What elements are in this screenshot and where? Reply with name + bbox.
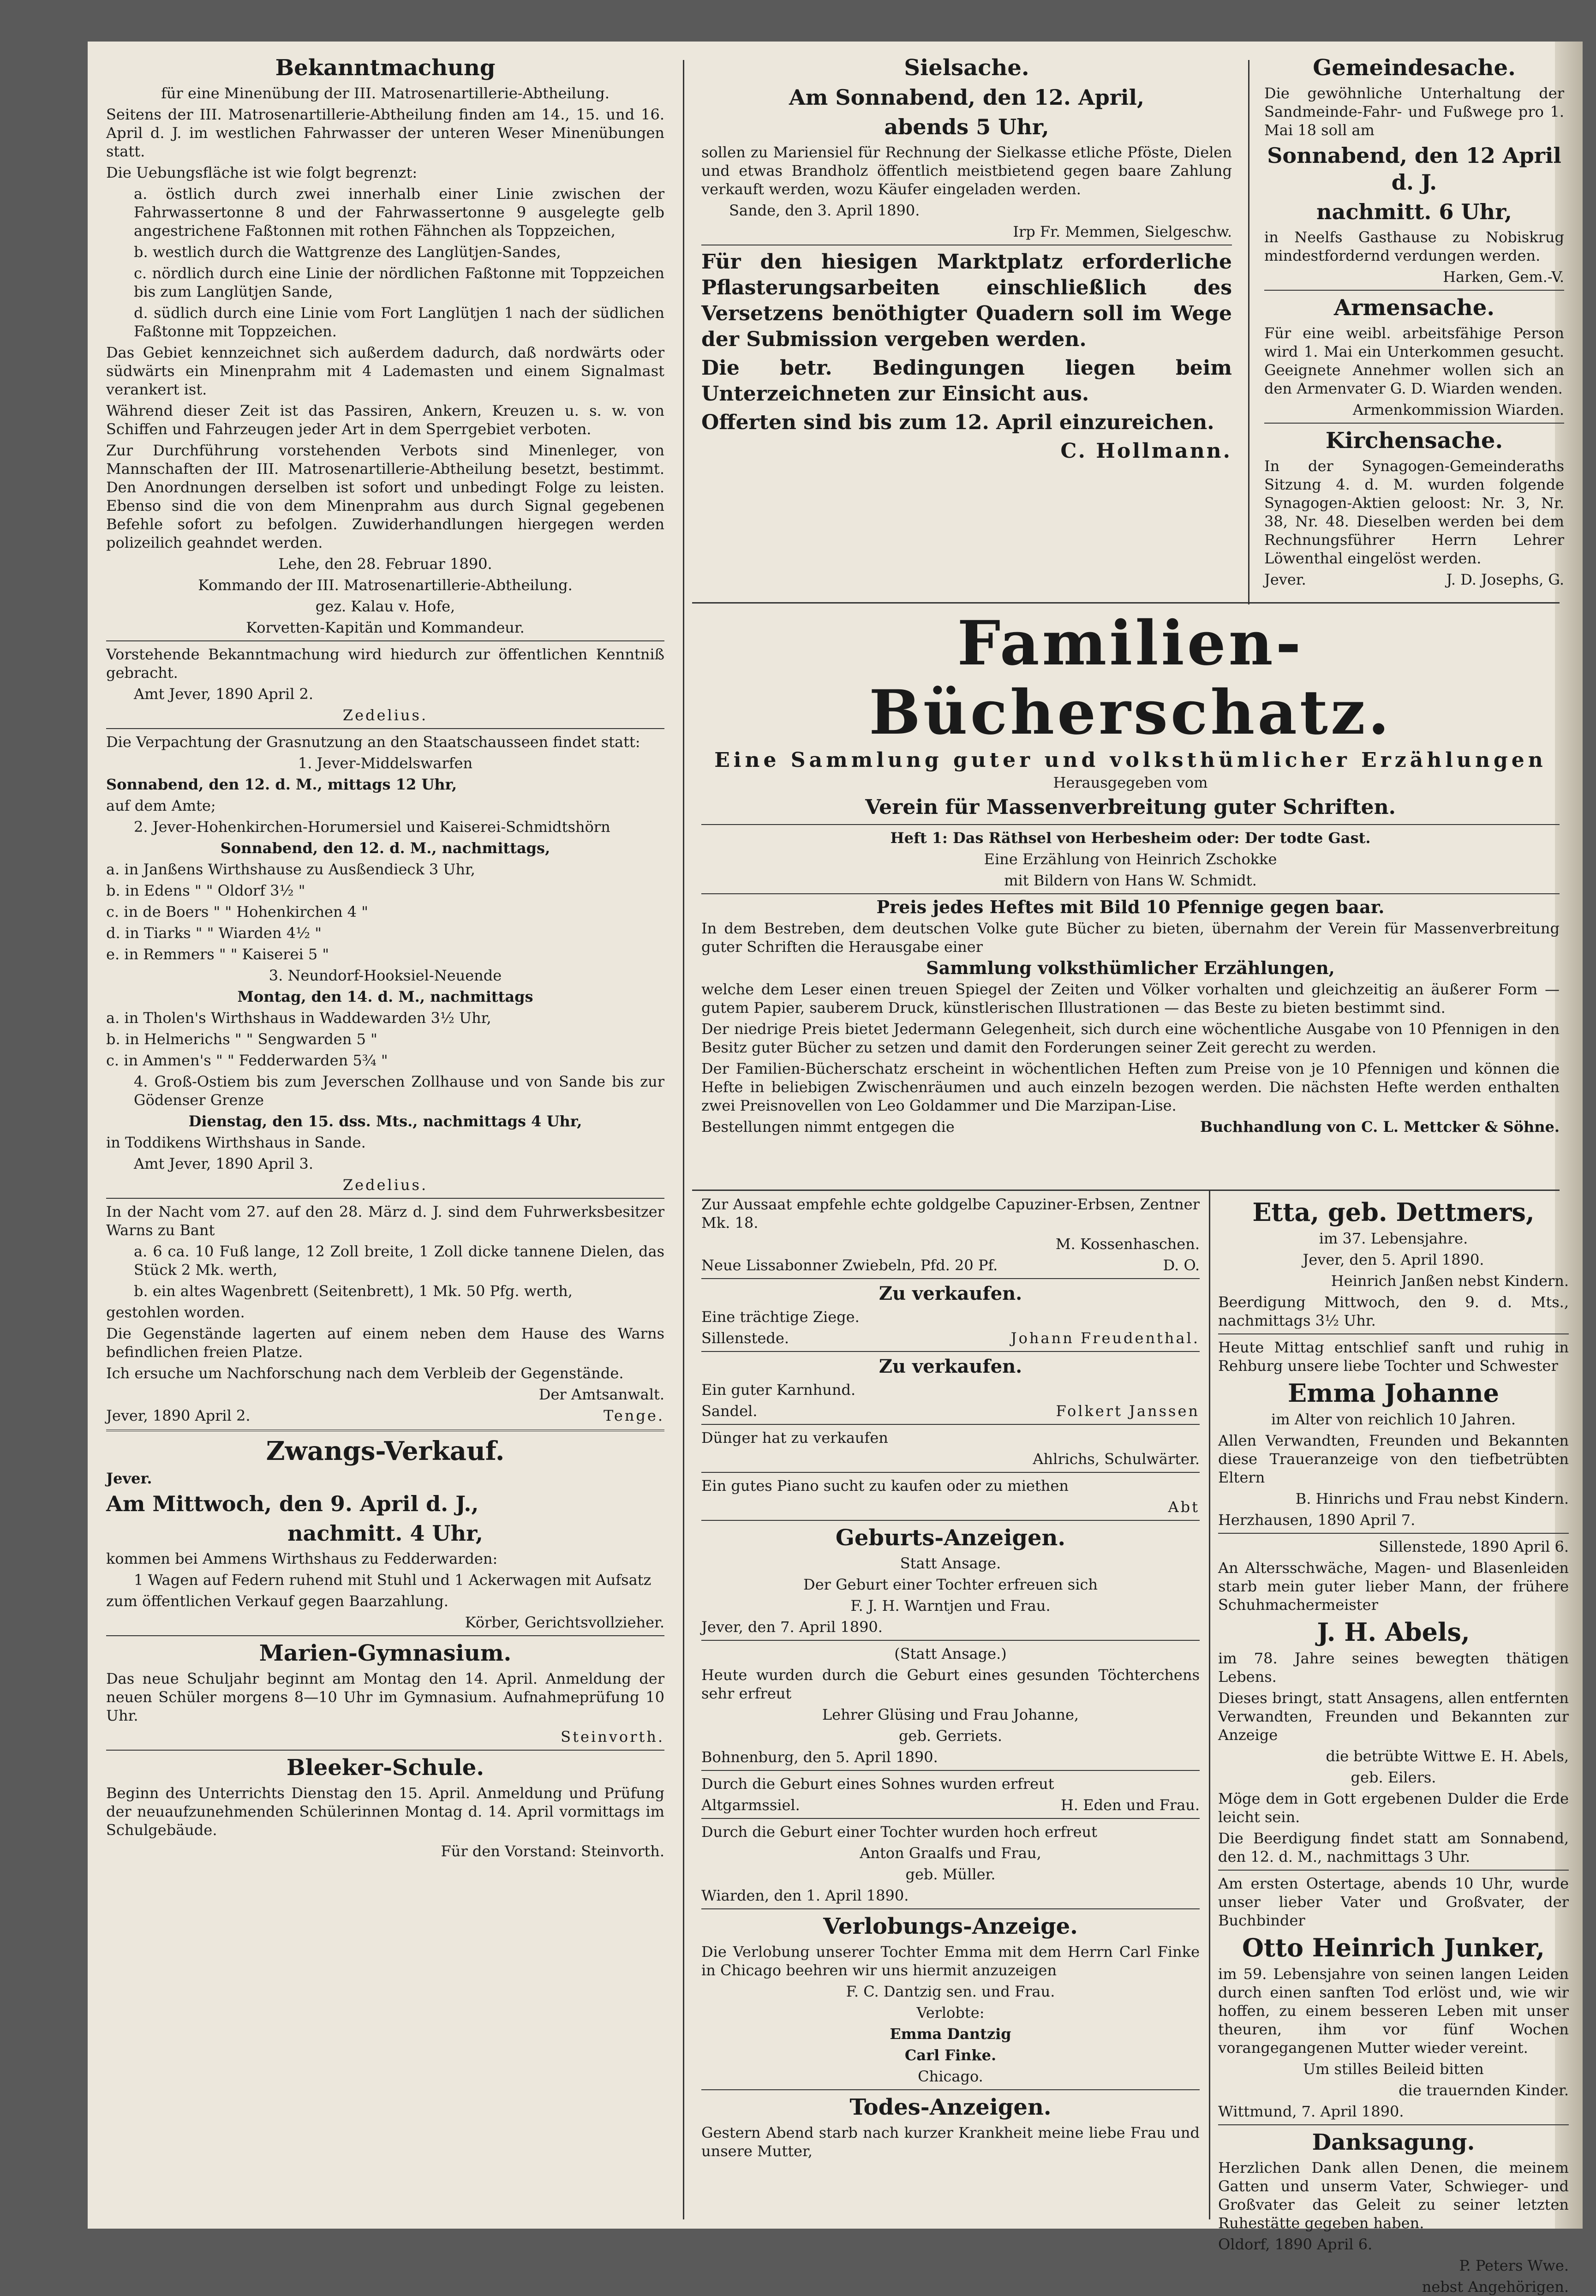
divider <box>1218 1533 1569 1534</box>
advert-text: welche dem Leser einen treuen Spiegel der Zeiten und Völker vorhalten und gleichzeitig an äußerer Form — gutem Papier, sauberem Druck, künstlerischen Illustrationen — das Beste zu bieten bestimmt sind. <box>701 981 1560 1016</box>
announcement-item: c. nördlich durch eine Linie der nördlichen Faßtonne mit Toppzeichen bis zum Langlütjen Sande, <box>134 264 664 300</box>
column-rule <box>1209 1190 1210 2219</box>
thanks-text: Herzlichen Dank allen Denen, die meinem Gatten und unserm Vater, Schwieger- und Großvater das Geleit zu seiner letzten Ruhestätte gegeben haben. <box>1218 2159 1569 2232</box>
grass-lease-item: b. in Helmerichs " " Sengwarden 5 " <box>106 1030 377 1048</box>
divider <box>106 1198 664 1199</box>
advert-footer <box>701 1118 1560 1136</box>
divider <box>701 1908 1200 1909</box>
announcement-text: Das Gebiet kennzeichnet sich außerdem dadurch, daß nordwärts oder südwärts ein Minenprahm mit 4 Lademasten und einem Signalmast verankert ist. <box>106 344 664 398</box>
manure-signature: Ahlrichs, Schulwärter. <box>1033 1450 1200 1468</box>
announcement-date: Amt Jever, 1890 April 2. <box>134 685 314 703</box>
section-rule <box>692 1190 1560 1191</box>
divider <box>1218 2124 1569 2125</box>
advert-issue-author: Eine Erzählung von Heinrich Zschokke <box>984 850 1277 868</box>
for-sale-text: Eine trächtige Ziege. <box>701 1308 860 1326</box>
obituary-text: Heute Mittag entschlief sanft und ruhig in Rehburg unsere liebe Tochter und Schwester <box>1218 1339 1569 1375</box>
manure-text: Dünger hat zu verkaufen <box>701 1429 888 1447</box>
birth-notice-label: (Statt Ansage.) <box>894 1645 1007 1662</box>
engagement-label: Verlobte: <box>916 2004 985 2021</box>
market-text: Die betr. Bedingungen liegen beim Unterzeichneten zur Einsicht aus. <box>701 356 1232 406</box>
theft-text: Ich ersuche um Nachforschung nach dem Verbleib der Gegenstände. <box>106 1364 624 1382</box>
community-time: nachmitt. 6 Uhr, <box>1316 199 1512 224</box>
birth-notice-location: Altgarmssiel. <box>701 1796 800 1814</box>
advert-price: Preis jedes Heftes mit Bild 10 Pfennige gegen baar. <box>876 897 1385 917</box>
advert-collection: Sammlung volksthümlicher Erzählungen, <box>926 957 1335 978</box>
divider <box>106 640 664 641</box>
advert-text: Der Familien-Bücherschatz erscheint in wöchentlichen Heften zum Preise von je 10 Pfennigen und können die Hefte in beliebigen Zwischenräumen und auch einzeln bezogen werden. Die nächsten Hefte werden enthalten zwei Preisnovellen von Leo Goldammer und Die Marzipan-Lise. <box>701 1060 1560 1114</box>
column-middle-top <box>701 51 1232 581</box>
obituary-text: Dieses bringt, statt Ansagens, allen entfernten Verwandten, Freunden und Bekannten zur Anzeige <box>1218 1689 1569 1744</box>
announcement-signature: Kommando der III. Matrosenartillerie-Abtheilung. <box>198 576 573 594</box>
poor-relief-signature: Armenkommission Wiarden. <box>1352 401 1564 419</box>
engagement-signature: F. C. Dantzig sen. und Frau. <box>846 1983 1055 2000</box>
divider <box>1218 1333 1569 1334</box>
church-title: Kirchensache. <box>1325 428 1503 454</box>
for-sale-title: Zu verkaufen. <box>879 1356 1022 1377</box>
advert-text: Der niedrige Preis bietet Jedermann Gelegenheit, sich durch eine wöchentliche Ausgabe von 10 Pfennigen in den Besitz guter Bücher zu setzen und damit den Forderungen seiner Zeit gerecht zu werden. <box>701 1020 1560 1056</box>
announcement-date: Lehe, den 28. Februar 1890. <box>278 555 492 573</box>
column-right-bottom <box>1218 1195 1569 2296</box>
obituary-date: Sillenstede, 1890 April 6. <box>1379 1538 1569 1555</box>
theft-item: b. ein altes Wagenbrett (Seitenbrett), 1 Mk. 50 Pfg. werth, <box>134 1282 573 1300</box>
gymnasium-title: Marien-Gymnasium. <box>259 1640 512 1666</box>
announcement-item: d. südlich durch eine Linie vom Fort Langlütjen 1 nach der südlichen Faßtonne mit Toppzeichen. <box>134 304 664 340</box>
siel-time: abends 5 Uhr, <box>884 114 1049 139</box>
announcement-signature: Korvetten-Kapitän und Kommandeur. <box>246 619 525 636</box>
grass-lease-item: e. in Remmers " " Kaiserei 5 " <box>106 945 329 963</box>
obituary-text: im 78. Jahre seines bewegten thätigen Lebens. <box>1218 1650 1569 1686</box>
piano-signature: Abt <box>1168 1498 1200 1516</box>
announcement-item: b. westlich durch die Wattgrenze des Langlütjen-Sandes, <box>134 243 561 261</box>
divider <box>106 1429 664 1431</box>
divider <box>106 1750 664 1751</box>
divider <box>701 1770 1200 1771</box>
grass-lease-item: a. in Janßens Wirthshause zu Ausßendieck 3 Uhr, <box>106 861 475 878</box>
column-rule <box>683 60 684 2219</box>
column-middle-bottom <box>701 1195 1200 2219</box>
forced-sale-title: Zwangs-Verkauf. <box>266 1436 505 1466</box>
announcement-title: Bekanntmachung <box>275 55 496 81</box>
theft-signature: Der Amtsanwalt. <box>538 1386 664 1403</box>
newspaper-page <box>88 42 1583 2296</box>
grass-lease-item: 4. Groß-Ostiem bis zum Jeverschen Zollhause und von Sande bis zur Gödenser Grenze <box>134 1073 664 1109</box>
announcement-text: Seitens der III. Matrosenartillerie-Abtheilung finden am 14., 15. und 16. April d. J. im westlichen Fahrwasser der unteren Weser Minenübungen statt. <box>106 106 664 160</box>
advert-text: In dem Bestreben, dem deutschen Volke gute Bücher zu bieten, übernahm der Verein für Massenverbreitung guter Schriften die Herausgabe einer <box>701 920 1560 956</box>
obituary-signature: die trauernden Kinder. <box>1399 2081 1569 2099</box>
announcement-signature: Zedelius. <box>342 706 428 724</box>
grass-lease-item: a. in Tholen's Wirthshaus in Waddewarden 3½ Uhr, <box>106 1009 491 1027</box>
announcement-text: Zur Durchführung vorstehenden Verbots sind Minenleger, von Mannschaften der III. Matrosenartillerie-Abtheilung besetzt, bestimmt. Den Anordnungen derselben ist sofort und unbedingt Folge zu leisten. Ebenso sind die von dem Minenprahm aus durch Signal gegebenen Befehle sofort zu befolgen. Zuwiderhandlungen hiergegen werden polizeilich geahndet werden. <box>106 442 664 551</box>
obituary-signature: Heinrich Janßen nebst Kindern. <box>1331 1272 1569 1290</box>
church-text: In der Synagogen-Gemeinderaths Sitzung 4. d. M. wurden folgende Synagogen-Aktien geloost: Nr. 3, Nr. 38, Nr. 48. Dieselben werden bei dem Rechnungsführer Herrn Lehrer Löwenthal eingelöst werden. <box>1264 457 1564 567</box>
divider <box>701 1818 1200 1819</box>
divider <box>701 2089 1200 2090</box>
obituary-text: im 37. Lebensjahre. <box>1319 1230 1468 1247</box>
column-right-top <box>1264 51 1564 618</box>
siel-title: Sielsache. <box>904 55 1029 81</box>
birth-notices-title: Geburts-Anzeigen. <box>835 1525 1066 1551</box>
for-sale-footer <box>701 1402 1200 1420</box>
for-sale-signature: Johann Freudenthal. <box>1010 1329 1200 1347</box>
obituary-text: im 59. Lebensjahre von seinen langen Leiden durch einen sanften Tod erlöst und, wie wir hoffen, zu einem besseren Leben mit unser theuren, ihm vor fünf Wochen vorangegangenen Mutter wieder vereint. <box>1218 1965 1569 2057</box>
obituary-date: Jever, den 5. April 1890. <box>1303 1251 1484 1268</box>
obituary-text: Möge dem in Gott ergebenen Dulder die Erde leicht sein. <box>1218 1790 1569 1826</box>
announcement-signature: gez. Kalau v. Hofe, <box>315 598 455 615</box>
siel-time: Am Sonnabend, den 12. April, <box>789 85 1145 110</box>
birth-notice-signature: Lehrer Glüsing und Frau Johanne, <box>822 1706 1079 1723</box>
forced-sale-signature: Körber, Gerichtsvollzieher. <box>465 1614 664 1631</box>
grass-lease-item: b. in Edens " " Oldorf 3½ " <box>106 882 305 899</box>
thanks-title: Danksagung. <box>1312 2129 1475 2155</box>
gymnasium-text: Das neue Schuljahr beginnt am Montag den 14. April. Anmeldung der neuen Schüler morgens 8—10 Uhr im Gymnasium. Aufnahmeprüfung 10 Uhr. <box>106 1670 664 1724</box>
thanks-signature: P. Peters Wwe. <box>1459 2257 1569 2274</box>
engagement-location: Chicago. <box>918 2068 983 2085</box>
church-footer <box>1264 570 1564 589</box>
siel-date: Sande, den 3. April 1890. <box>729 202 920 219</box>
birth-notice-text: Der Geburt einer Tochter erfreuen sich <box>803 1576 1098 1593</box>
for-sale-location: Sandel. <box>701 1402 758 1420</box>
birth-notice-signature: Anton Graalfs und Frau, <box>860 1844 1041 1862</box>
birth-notice-text: Heute wurden durch die Geburt eines gesunden Töchterchens sehr erfreut <box>701 1666 1200 1702</box>
birth-notice-date: Jever, den 7. April 1890. <box>701 1618 883 1636</box>
advert-issue: Heft 1: Das Räthsel von Herbesheim oder: Der todte Gast. <box>890 829 1371 847</box>
divider <box>701 1640 1200 1641</box>
thanks-date: Oldorf, 1890 April 6. <box>1218 2236 1373 2253</box>
peas-text: Zur Aussaat empfehle echte goldgelbe Capuziner-Erbsen, Zentner Mk. 18. <box>701 1196 1200 1232</box>
divider <box>701 1351 1200 1352</box>
birth-notice-signature: geb. Müller. <box>905 1866 996 1883</box>
divider <box>106 1635 664 1636</box>
onions-signature: D. O. <box>1163 1256 1200 1274</box>
obituary-name: Emma Johanne <box>1288 1378 1499 1408</box>
community-text: Die gewöhnliche Unterhaltung der Sandmeinde-Fahr- und Fußwege pro 1. Mai 18 soll am <box>1264 84 1564 139</box>
school-title: Bleeker-Schule. <box>286 1755 484 1781</box>
divider <box>701 1520 1200 1521</box>
obituary-text: An Altersschwäche, Magen- und Blasenleiden starb mein guter lieber Mann, der frühere Schuhmachermeister <box>1218 1559 1569 1614</box>
birth-notice-text: Durch die Geburt eines Sohnes wurden erfreut <box>701 1775 1054 1793</box>
engagement-text: Die Verlobung unserer Tochter Emma mit dem Herrn Carl Finke in Chicago beehren wir uns hiermit anzuzeigen <box>701 1943 1200 1979</box>
obituary-text: Am ersten Ostertage, abends 10 Uhr, wurde unser lieber Vater und Großvater, der Buchbinder <box>1218 1875 1569 1929</box>
advert-order-text: Bestellungen nimmt entgegen die <box>701 1118 955 1136</box>
grass-lease-item: c. in de Boers " " Hohenkirchen 4 " <box>106 903 369 921</box>
advert-subtitle: Eine Sammlung guter und volksthümlicher Erzählungen <box>714 748 1547 772</box>
theft-text: gestohlen worden. <box>106 1303 245 1321</box>
birth-notice-text: Durch die Geburt einer Tochter wurden hoch erfreut <box>701 1823 1097 1841</box>
grass-lease-item: d. in Tiarks " " Wiarden 4½ " <box>106 924 322 942</box>
forced-sale-text: kommen bei Ammens Wirthshaus zu Fedderwarden: <box>106 1550 498 1567</box>
community-text: in Neelfs Gasthause zu Nobiskrug mindestfordernd verdungen werden. <box>1264 228 1564 264</box>
birth-notice-date: Wiarden, den 1. April 1890. <box>701 1887 909 1904</box>
community-time: Sonnabend, den 12 April d. J. <box>1267 143 1561 195</box>
theft-signature: Tenge. <box>604 1407 664 1424</box>
death-notices-title: Todes-Anzeigen. <box>849 2094 1052 2120</box>
obituary-text: Die Beerdigung findet statt am Sonnabend, den 12. d. M., nachmittags 3 Uhr. <box>1218 1830 1569 1866</box>
market-text: Für den hiesigen Marktplatz erforderliche Pflasterungsarbeiten einschließlich des Versetzens benöthigter Quadern soll im Wege der Submission vergeben werden. <box>701 250 1232 351</box>
birth-notice-date: Bohnenburg, den 5. April 1890. <box>701 1748 938 1766</box>
divider <box>701 1424 1200 1425</box>
grass-lease-date: Amt Jever, 1890 April 3. <box>134 1155 314 1172</box>
birth-notice-footer <box>701 1796 1200 1814</box>
birth-notice-signature: geb. Gerriets. <box>899 1727 1002 1745</box>
column-left <box>106 51 664 2219</box>
theft-text: Die Gegenstände lagerten auf einem neben dem Hause des Warns befindlichen freien Platze. <box>106 1325 664 1361</box>
poor-relief-text: Für eine weibl. arbeitsfähige Person wird 1. Mai ein Unterkommen gesucht. Geeignete Annehmer wollen sich an den Armenvater G. D. Wiarden wenden. <box>1264 324 1564 397</box>
market-signature: C. Hollmann. <box>1060 439 1232 463</box>
advert-publisher: Verein für Massenverbreitung guter Schriften. <box>865 795 1396 819</box>
forced-sale-time: Am Mittwoch, den 9. April d. J., <box>106 1491 479 1516</box>
school-text: Beginn des Unterrichts Dienstag den 15. April. Anmeldung und Prüfung der neuaufzunehmenden Schülerinnen Montag d. 14. April vormittags im Schulgebäude. <box>106 1784 664 1839</box>
peas-signature: M. Kossenhaschen. <box>1055 1235 1200 1253</box>
obituary-date: Wittmund, 7. April 1890. <box>1218 2103 1404 2120</box>
church-location: Jever. <box>1264 571 1306 588</box>
divider <box>1264 423 1564 424</box>
obituary-text: Beerdigung Mittwoch, den 9. d. Mts., nachmittags 3½ Uhr. <box>1218 1293 1569 1329</box>
divider <box>701 1472 1200 1473</box>
obituary-date: Herzhausen, 1890 April 7. <box>1218 1511 1416 1529</box>
obituary-text: im Alter von reichlich 10 Jahren. <box>1271 1411 1516 1428</box>
family-book-advert <box>701 609 1560 1186</box>
divider <box>701 893 1560 894</box>
advert-title: Familien-Bücherschatz. <box>869 608 1392 748</box>
divider <box>1264 290 1564 291</box>
grass-lease-time: Sonnabend, den 12. d. M., nachmittags, <box>220 839 550 857</box>
birth-notice-label: Statt Ansage. <box>900 1555 1001 1572</box>
grass-lease-time: Sonnabend, den 12. d. M., mittags 12 Uhr, <box>106 776 457 793</box>
piano-text: Ein gutes Piano sucht zu kaufen oder zu miethen <box>701 1477 1069 1495</box>
for-sale-title: Zu verkaufen. <box>879 1283 1022 1304</box>
theft-item: a. 6 ca. 10 Fuß lange, 12 Zoll breite, 1 Zoll dicke tannene Dielen, das Stück 2 Mk. werth, <box>134 1243 664 1279</box>
church-signature: J. D. Josephs, G. <box>1446 571 1564 588</box>
obituary-name: J. H. Abels, <box>1317 1617 1470 1647</box>
obituary-signature: geb. Eilers. <box>1351 1769 1436 1786</box>
engagement-name: Carl Finke. <box>904 2046 997 2064</box>
advert-issue-illustrator: mit Bildern von Hans W. Schmidt. <box>1004 872 1257 889</box>
school-signature: Für den Vorstand: Steinvorth. <box>441 1842 664 1860</box>
column-rule <box>1248 60 1249 604</box>
theft-date: Jever, 1890 April 2. <box>106 1407 251 1424</box>
grass-lease-item: c. in Ammen's " " Fedderwarden 5¾ " <box>106 1052 388 1069</box>
obituary-signature: die betrübte Wittwe E. H. Abels, <box>1326 1747 1569 1765</box>
onions-text: Neue Lissabonner Zwiebeln, Pfd. 20 Pf. <box>701 1256 998 1274</box>
grass-lease-item: 3. Neundorf-Hooksiel-Neuende <box>269 967 502 984</box>
grass-lease-item: 2. Jever-Hohenkirchen-Horumersiel und Kaiserei-Schmidtshörn <box>134 818 610 836</box>
grass-lease-text: Die Verpachtung der Grasnutzung an den Staatschausseen findet statt: <box>106 733 640 751</box>
grass-lease-time: Dienstag, den 15. dss. Mts., nachmittags 4 Uhr, <box>188 1112 582 1130</box>
announcement-subtitle: für eine Minenübung der III. Matrosenartillerie-Abtheilung. <box>161 84 610 102</box>
forced-sale-location: Jever. <box>106 1470 152 1487</box>
obituary-text: Um stilles Beileid bitten <box>1303 2060 1484 2078</box>
theft-text: In der Nacht vom 27. auf den 28. März d. J. sind dem Fuhrwerksbesitzer Warns zu Bant <box>106 1203 664 1239</box>
community-title: Gemeindesache. <box>1313 55 1516 81</box>
obituary-text: Allen Verwandten, Freunden und Bekannten diese Traueranzeige von den tiefbetrübten Eltern <box>1218 1432 1569 1486</box>
birth-notice-signature: H. Eden und Frau. <box>1060 1796 1200 1814</box>
grass-lease-item: 1. Jever-Middelswarfen <box>298 754 473 772</box>
advert-editor-label: Herausgegeben vom <box>1053 774 1208 791</box>
obituary-name: Otto Heinrich Junker, <box>1242 1933 1545 1962</box>
announcement-item: a. östlich durch zwei innerhalb einer Linie zwischen der Fahrwassertonne 8 und der Fahrwassertonne 9 ausgelegte gelb angestrichene Faßtonnen mit rothen Fähnchen als Toppzeichen, <box>134 185 664 239</box>
grass-lease-item: in Toddikens Wirthshaus in Sande. <box>106 1134 366 1151</box>
market-text: Offerten sind bis zum 12. April einzureichen. <box>701 411 1214 434</box>
divider <box>106 728 664 729</box>
siel-text: sollen zu Mariensiel für Rechnung der Sielkasse etliche Pföste, Dielen und etwas Brandholz öffentlich meistbietend gegen baare Zahlung verkauft werden, wozu Käufer eingeladen werden. <box>701 144 1232 198</box>
thanks-signature: nebst Angehörigen. <box>1422 2278 1569 2296</box>
advert-bookshop: Buchhandlung von C. L. Mettcker & Söhne. <box>1200 1118 1560 1136</box>
grass-lease-item: auf dem Amte; <box>106 797 216 814</box>
community-signature: Harken, Gem.-V. <box>1443 268 1564 286</box>
obituary-name: Etta, geb. Dettmers, <box>1252 1197 1535 1227</box>
gymnasium-signature: Steinvorth. <box>561 1728 664 1746</box>
obituary-signature: B. Hinrichs und Frau nebst Kindern. <box>1295 1490 1569 1507</box>
for-sale-location: Sillenstede. <box>701 1329 789 1347</box>
onions-line <box>701 1256 1200 1274</box>
grass-lease-time: Montag, den 14. d. M., nachmittags <box>237 988 533 1005</box>
theft-footer <box>106 1406 664 1425</box>
announcement-text: Vorstehende Bekanntmachung wird hiedurch zur öffentlichen Kenntniß gebracht. <box>106 646 664 682</box>
for-sale-footer <box>701 1329 1200 1347</box>
birth-notice-signature: F. J. H. Warntjen und Frau. <box>850 1597 1051 1614</box>
divider <box>1218 1870 1569 1871</box>
for-sale-text: Ein guter Karnhund. <box>701 1381 856 1399</box>
poor-relief-title: Armensache. <box>1333 295 1495 321</box>
siel-signature: Irp Fr. Memmen, Sielgeschw. <box>1013 223 1232 240</box>
forced-sale-time: nachmitt. 4 Uhr, <box>287 1521 483 1546</box>
grass-lease-signature: Zedelius. <box>342 1176 428 1194</box>
engagement-title: Verlobungs-Anzeige. <box>823 1913 1078 1939</box>
announcement-text: Während dieser Zeit ist das Passiren, Ankern, Kreuzen u. s. w. von Schiffen und Fahrzeugen jeder Art in dem Sperrgebiet verboten. <box>106 402 664 438</box>
death-notice-text: Gestern Abend starb nach kurzer Krankheit meine liebe Frau und unsere Mutter, <box>701 2124 1200 2160</box>
forced-sale-text: 1 Wagen auf Federn ruhend mit Stuhl und 1 Ackerwagen mit Aufsatz <box>134 1571 652 1589</box>
forced-sale-text: zum öffentlichen Verkauf gegen Baarzahlung. <box>106 1592 448 1610</box>
divider <box>701 1278 1200 1279</box>
announcement-text: Die Uebungsfläche ist wie folgt begrenzt: <box>106 164 418 181</box>
engagement-name: Emma Dantzig <box>890 2025 1011 2043</box>
divider <box>701 824 1560 825</box>
for-sale-signature: Folkert Janssen <box>1056 1402 1200 1420</box>
